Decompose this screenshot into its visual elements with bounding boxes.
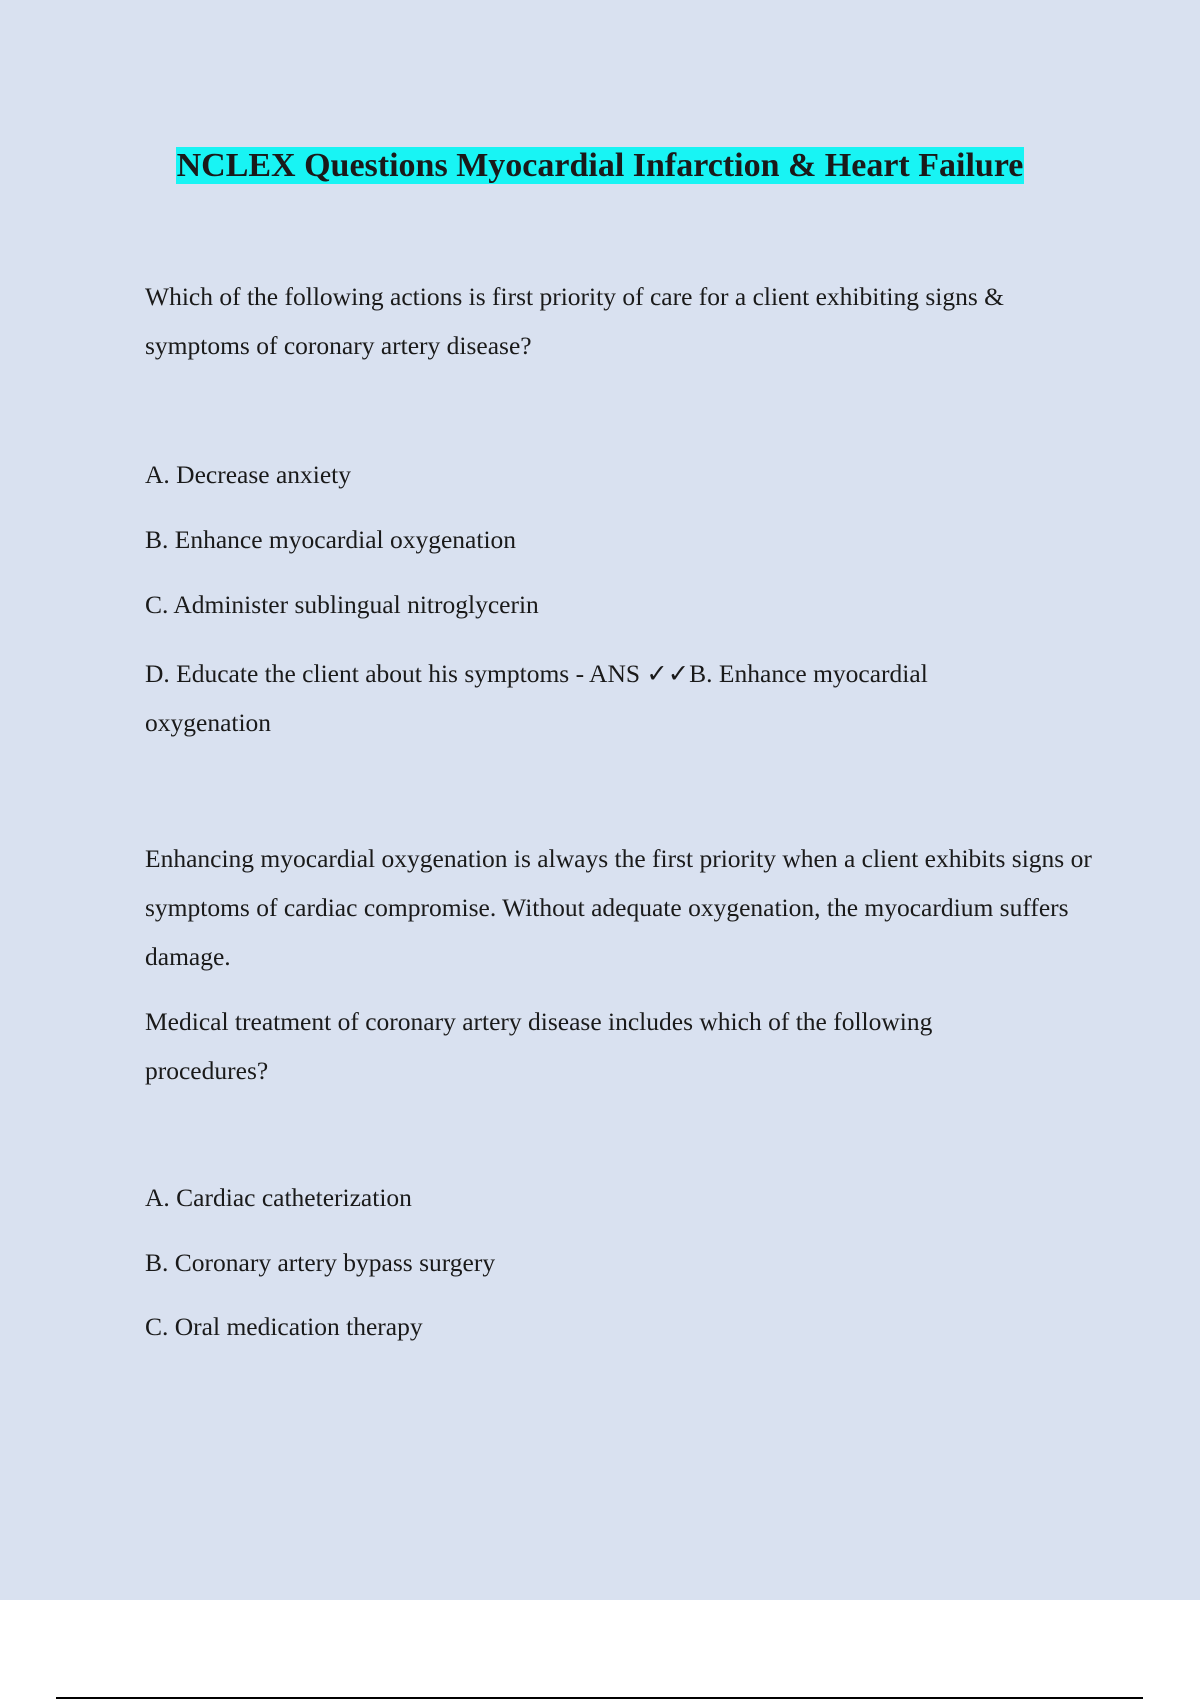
question-1-option-d-answer: D. Educate the client about his symptoms - ANS ✓✓B. Enhance myocardial oxygenation [145, 659, 928, 737]
question-1-option-b: B. Enhance myocardial oxygenation [145, 525, 517, 554]
question-1-stem: Which of the following actions is first priority of care for a client exhibiting signs & symptoms of coronary artery disease? [145, 282, 1005, 360]
question-2-option-c: C. Oral medication therapy [145, 1312, 423, 1341]
page-title [0, 146, 1200, 186]
question-1-rationale: Enhancing myocardial oxygenation is always the first priority when a client exhibits signs or symptoms of cardiac compromise. Without adequate oxygenation, the myocardium suffers damage. [145, 844, 1092, 971]
question-2-stem: Medical treatment of coronary artery disease includes which of the following procedures? [145, 1007, 933, 1085]
highlighted-title-text: NCLEX Questions Myocardial Infarction & Heart Failure [176, 147, 1024, 184]
question-2-option-a: A. Cardiac catheterization [145, 1183, 412, 1212]
question-1-option-a: A. Decrease anxiety [145, 460, 352, 489]
question-2-option-b: B. Coronary artery bypass surgery [145, 1248, 496, 1277]
question-1-option-c: C. Administer sublingual nitroglycerin [145, 590, 539, 619]
footer-divider [56, 1697, 1143, 1699]
